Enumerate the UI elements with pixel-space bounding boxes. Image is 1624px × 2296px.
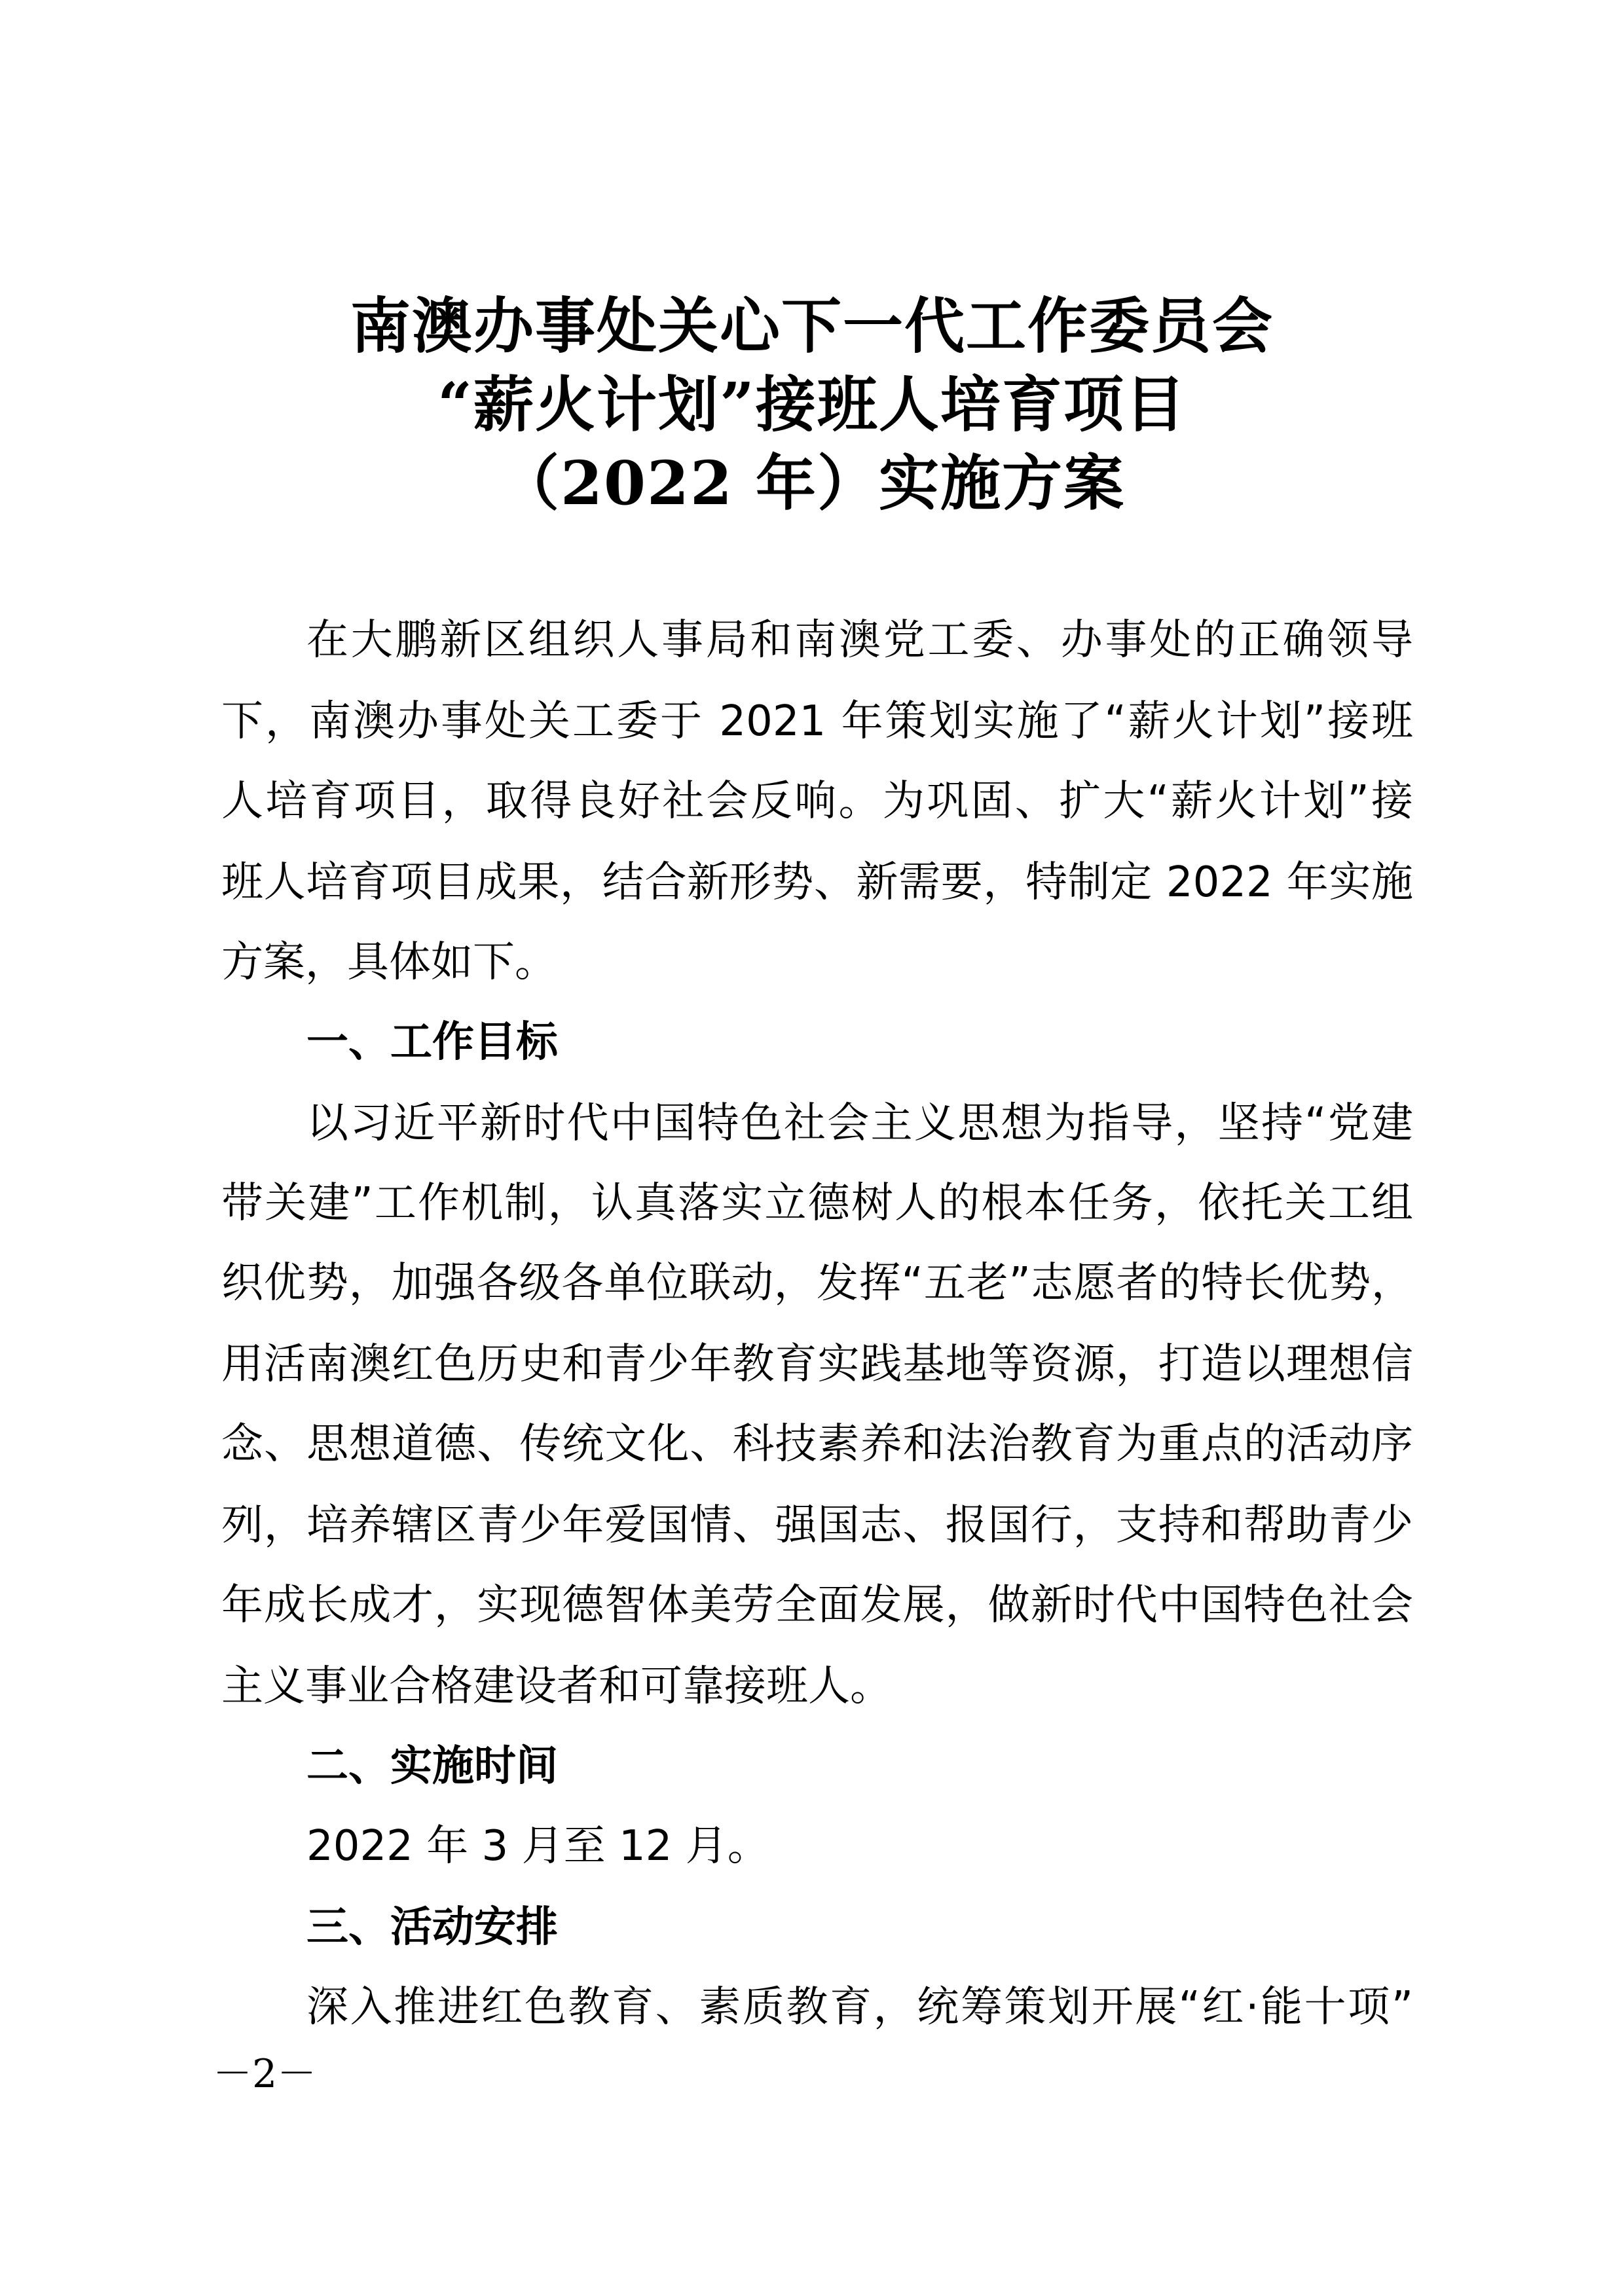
goals-paragraph-line: 以习近平新时代中国特色社会主义思想为指导，坚持“党建 — [306, 1099, 1413, 1148]
intro-paragraph-line: 方案，具体如下。 — [221, 938, 557, 987]
goals-paragraph-line: 年成长成才，实现德智体美劳全面发展，做新时代中国特色社会 — [221, 1581, 1413, 1630]
intro-paragraph-line: 下，南澳办事处关工委于 2021 年策划实施了“薪火计划”接班 — [221, 697, 1413, 746]
goals-paragraph-line: 用活南澳红色历史和青少年教育实践基地等资源，打造以理想信 — [221, 1340, 1413, 1389]
goals-paragraph-line: 列，培养辖区青少年爱国情、强国志、报国行，支持和帮助青少 — [221, 1501, 1413, 1550]
schedule-text: 2022 年 3 月至 12 月。 — [306, 1822, 769, 1870]
section-heading-goals: 一、工作目标 — [306, 1018, 558, 1066]
section-heading-schedule: 二、实施时间 — [306, 1742, 558, 1791]
goals-paragraph-line: 念、思想道德、传统文化、科技素养和法治教育为重点的活动序 — [221, 1420, 1413, 1468]
section-heading-activities: 三、活动安排 — [306, 1903, 558, 1952]
intro-paragraph-line: 在大鹏新区组织人事局和南澳党工委、办事处的正确领导 — [306, 616, 1413, 665]
page-number: －2－ — [213, 2051, 317, 2097]
intro-paragraph-line: 班人培育项目成果，结合新形势、新需要，特制定 2022 年实施 — [221, 858, 1413, 907]
document-title-line-1: 南澳办事处关心下一代工作委员会 — [350, 291, 1274, 361]
goals-paragraph-line: 织优势，加强各级各单位联动，发挥“五老”志愿者的特长优势， — [221, 1259, 1413, 1307]
activities-paragraph-line: 深入推进红色教育、素质教育，统筹策划开展“红·能十项” — [306, 1983, 1413, 2032]
goals-paragraph-line: 带关建”工作机制，认真落实立德树人的根本任务，依托关工组 — [221, 1179, 1413, 1228]
document-title-line-2: “薪火计划”接班人培育项目 — [437, 369, 1187, 440]
intro-paragraph-line: 人培育项目，取得良好社会反响。为巩固、扩大“薪火计划”接 — [221, 777, 1413, 826]
document-title-line-3: （2022 年）实施方案 — [498, 448, 1126, 519]
goals-paragraph-line: 主义事业合格建设者和可靠接班人。 — [221, 1662, 892, 1711]
